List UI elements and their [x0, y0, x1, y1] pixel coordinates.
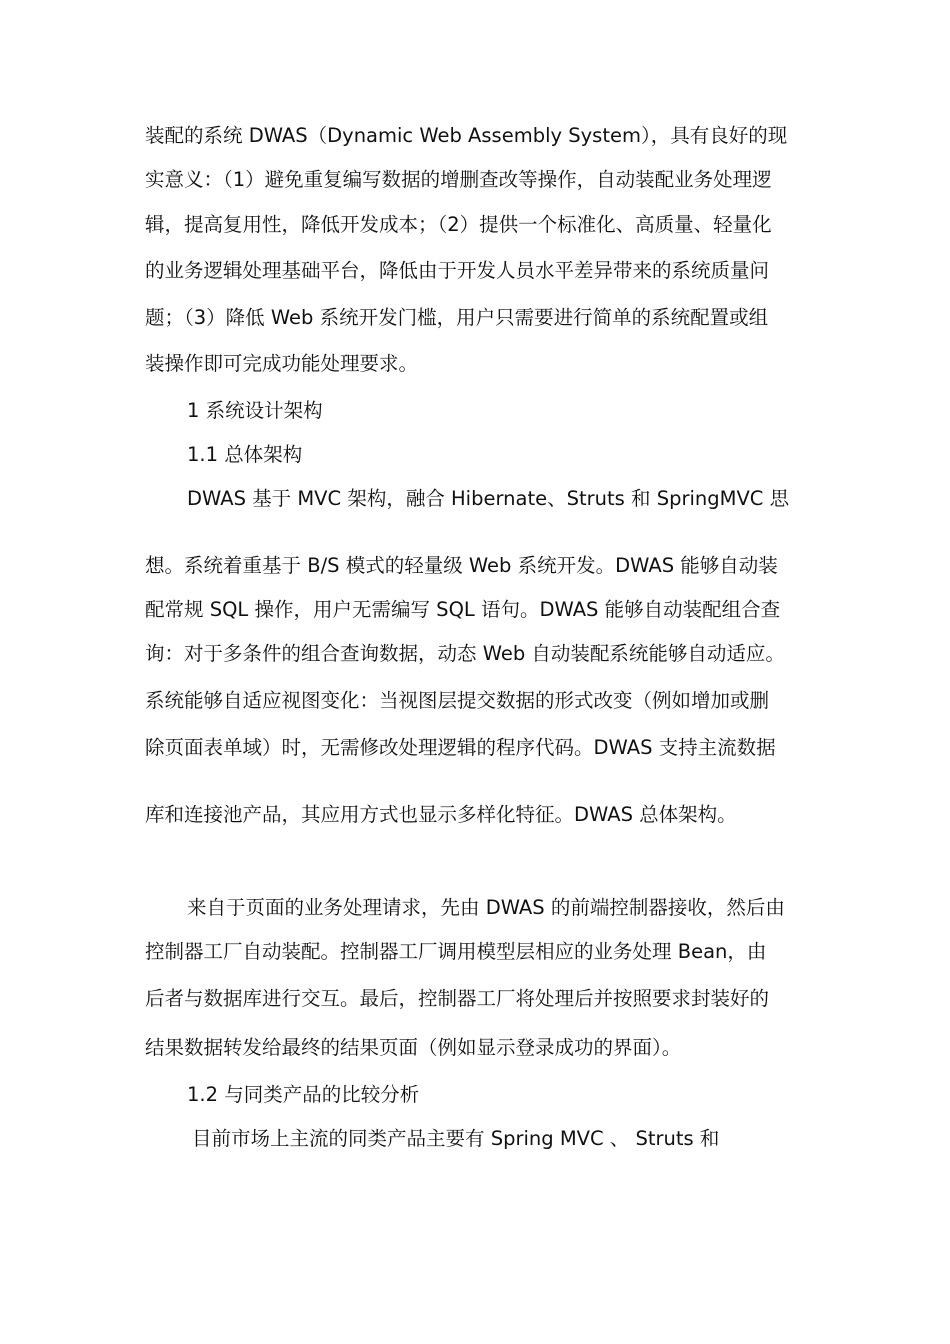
paragraph-line: 后者与数据库进行交互。最后，控制器工厂将处理后并按照要求封装好的	[145, 987, 770, 1010]
paragraph-line: 系统能够自适应视图变化：当视图层提交数据的形式改变（例如增加或删	[145, 689, 770, 712]
paragraph-line: 辑，提高复用性，降低开发成本；（2）提供一个标准化、高质量、轻量化	[145, 213, 772, 236]
paragraph-line: 库和连接池产品，其应用方式也显示多样化特征。DWAS 总体架构。	[145, 803, 737, 826]
paragraph-line: 配常规 SQL 操作，用户无需编写 SQL 语句。DWAS 能够自动装配组合查	[145, 598, 781, 621]
paragraph-line: 询：对于多条件的组合查询数据，动态 Web 自动装配系统能够自动适应。	[145, 642, 785, 665]
paragraph-line: 目前市场上主流的同类产品主要有 Spring MVC 、 Struts 和	[192, 1127, 720, 1150]
paragraph-line: 题；（3）降低 Web 系统开发门槛，用户只需要进行简单的系统配置或组	[145, 306, 769, 329]
subsection-heading: 1.1 总体架构	[187, 443, 303, 466]
section-heading: 1 系统设计架构	[187, 399, 323, 422]
paragraph-line: 想。系统着重基于 B/S 模式的轻量级 Web 系统开发。DWAS 能够自动装	[145, 554, 778, 577]
paragraph-line: 装操作即可完成功能处理要求。	[145, 352, 419, 375]
paragraph-line: 除页面表单域）时，无需修改处理逻辑的程序代码。DWAS 支持主流数据	[145, 736, 776, 759]
paragraph-line: 来自于页面的业务处理请求，先由 DWAS 的前端控制器接收，然后由	[187, 896, 785, 919]
paragraph-line: DWAS 基于 MVC 架构，融合 Hibernate、Struts 和 SpringMVC 思	[187, 487, 790, 510]
paragraph-line: 的业务逻辑处理基础平台，降低由于开发人员水平差异带来的系统质量问	[145, 259, 770, 282]
paragraph-line: 实意义：（1）避免重复编写数据的增删查改等操作，自动装配业务处理逻	[145, 168, 772, 191]
paragraph-line: 控制器工厂自动装配。控制器工厂调用模型层相应的业务处理 Bean，由	[145, 940, 767, 963]
paragraph-line: 结果数据转发给最终的结果页面（例如显示登录成功的界面）。	[145, 1036, 682, 1059]
paragraph-line: 装配的系统 DWAS（Dynamic Web Assembly System），具有良好的现	[145, 124, 788, 147]
subsection-heading: 1.2 与同类产品的比较分析	[187, 1083, 420, 1106]
